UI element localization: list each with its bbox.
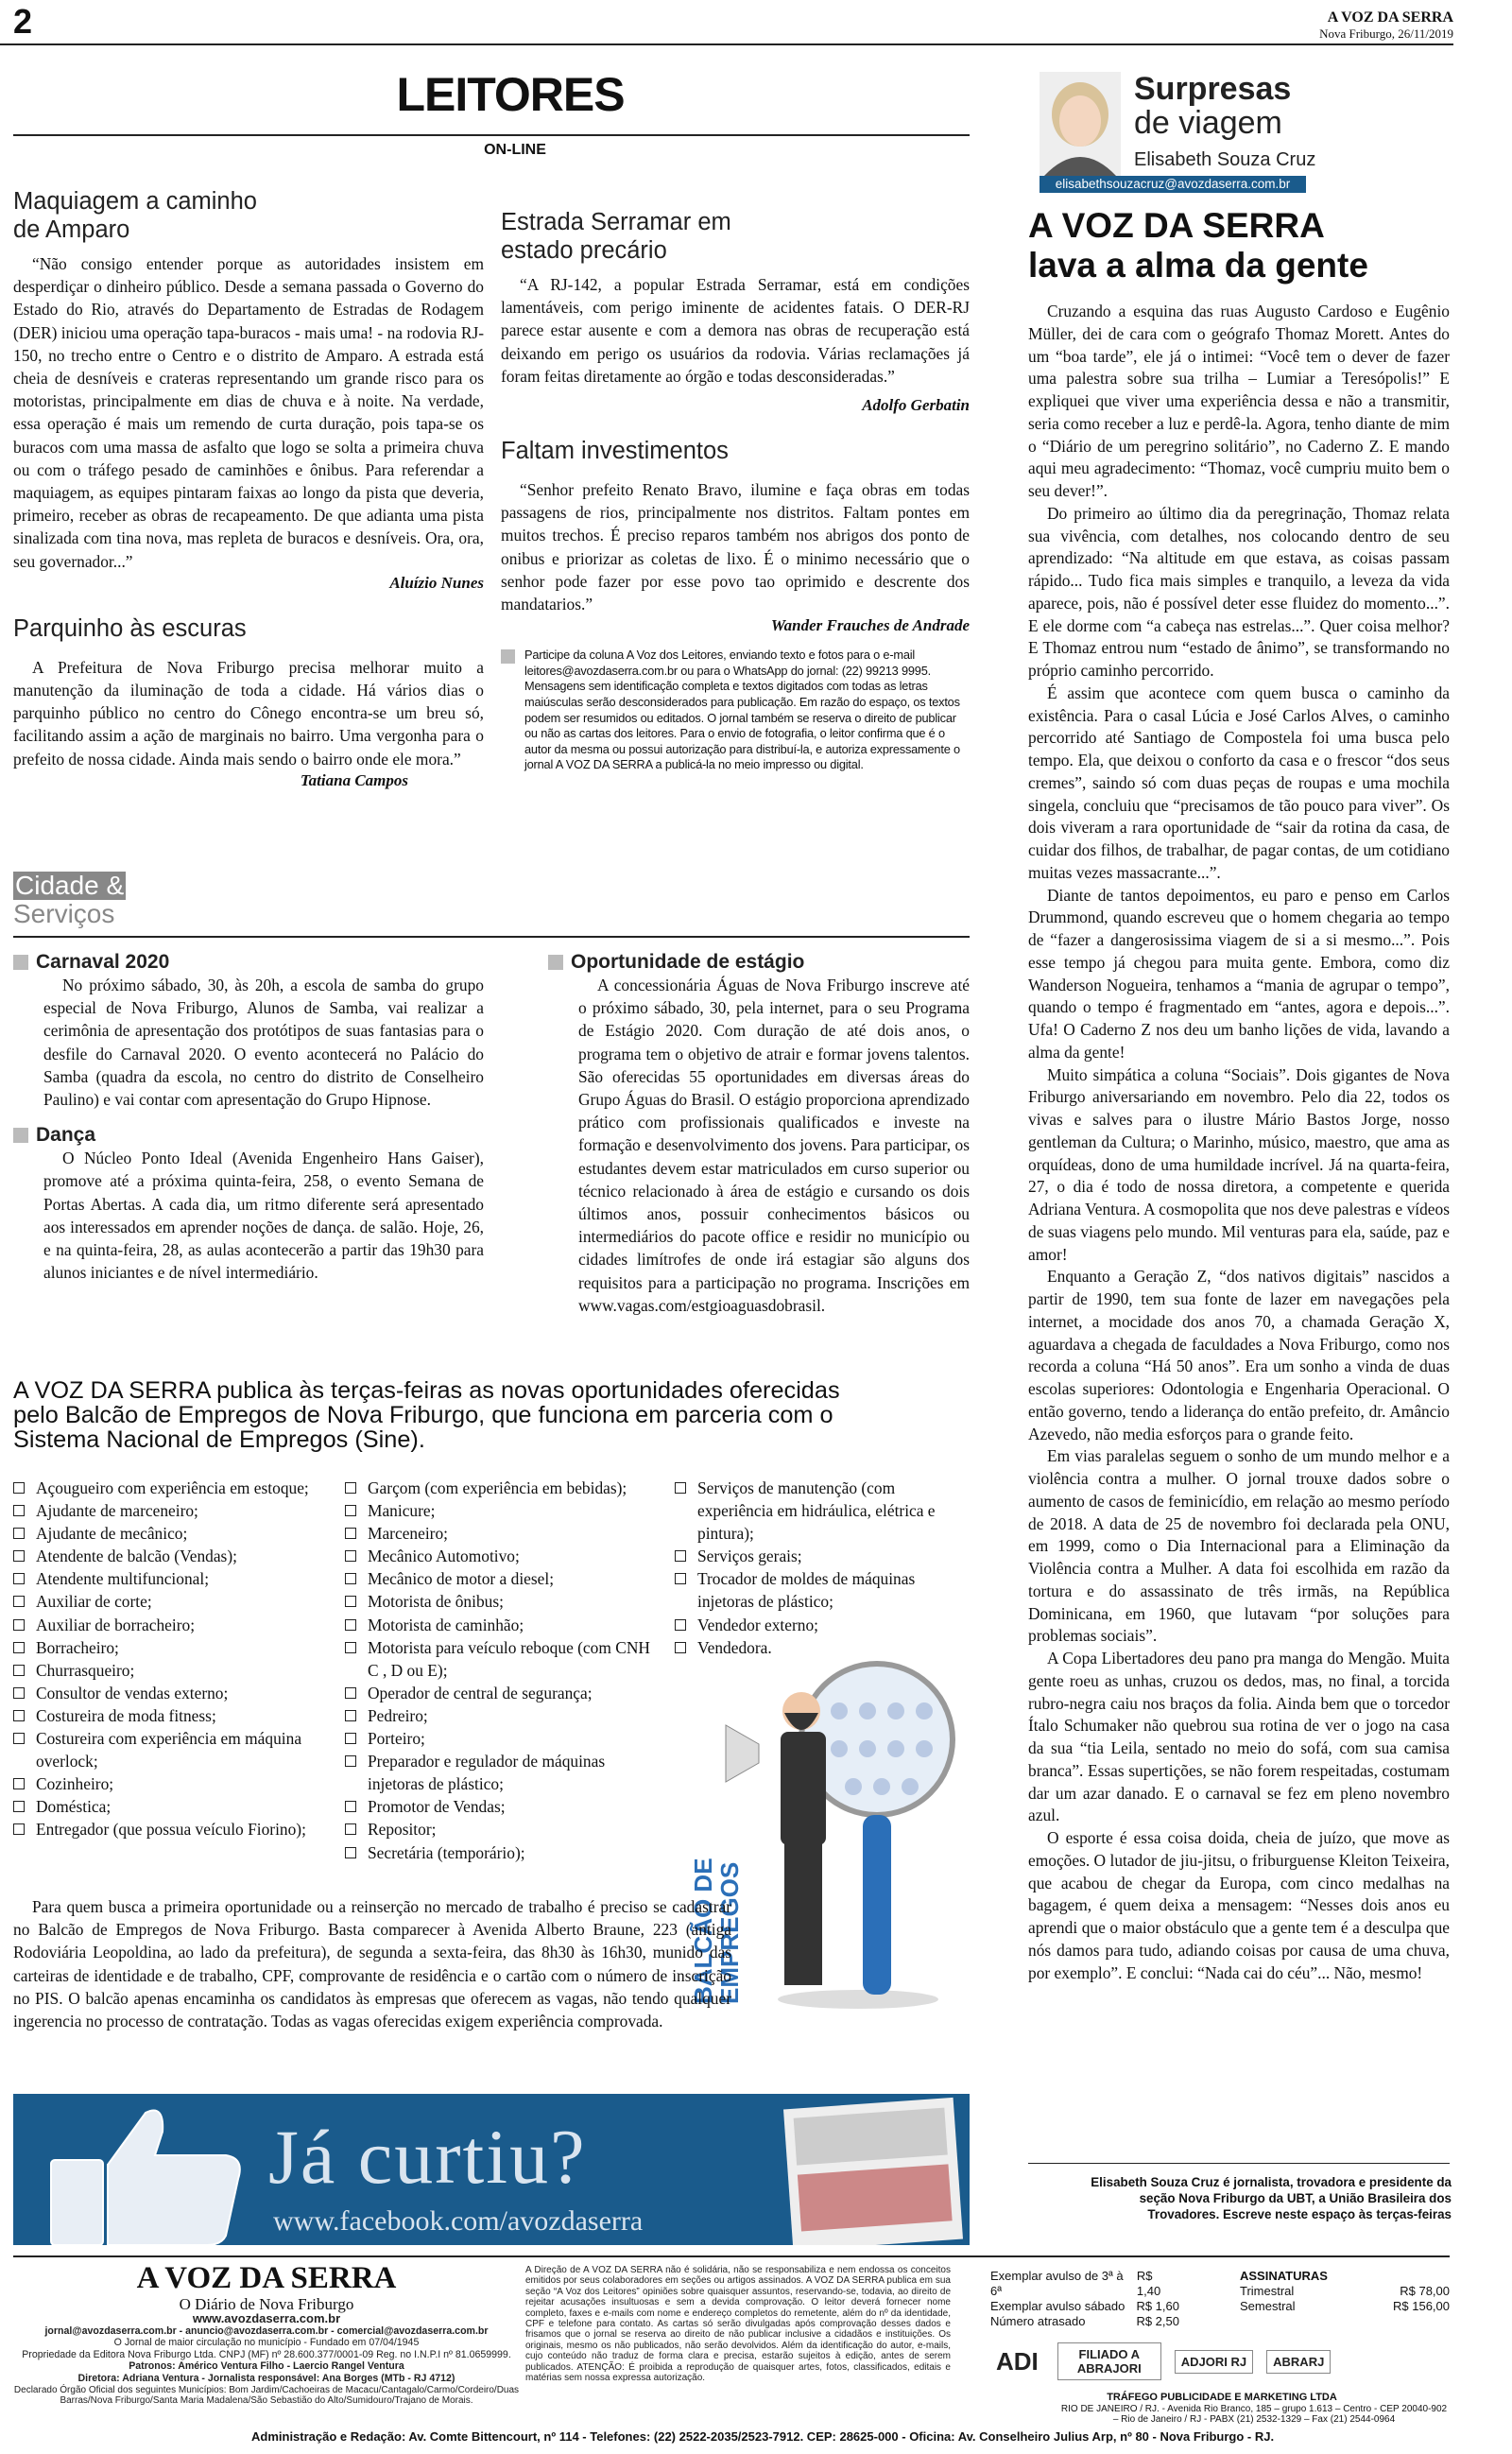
job-item: Garçom (com experiência em bebidas);: [345, 1477, 657, 1499]
letter-text: “Senhor prefeito Renato Bravo, ilumine e faça obras em todas passagens de rios, principalmente nos distritos. Faltam pontes em muitos trechos. É preciso reparos também nos abrigos dos ponto de onibus e priorizar as coletas de lixo. É o minimo necessário que o senhor pode fazer por esse povo tao oprimido e descrente dos mandatarios.”: [501, 480, 970, 614]
letter-text: A Prefeitura de Nova Friburgo precisa melhorar muito a manutenção da iluminação de toda a cidade. Há vários dias o parquinho público no centro do Cônego encontra-se um breu só, facilitando assim a ação de marginais no bairro. Uma vergonha para o prefeito de nossa cidade. Ainda mais sendo o bairro onde ele mora.”: [13, 657, 484, 769]
price-row: [990, 2314, 1179, 2329]
association-logo: ADI: [996, 2346, 1039, 2376]
job-item: Mecânico de motor a diesel;: [345, 1567, 657, 1590]
leitores-logo: LEITORES: [396, 68, 625, 121]
checkbox-icon: [345, 1528, 356, 1539]
job-item: Manicure;: [345, 1499, 657, 1522]
trafego-address: RIO DE JANEIRO / RJ. - Avenida Rio Branco, 185 – grupo 1.613 – Centro - CEP 20040-902 – Rio de Janeiro / RJ - PABX (21) 2532-1329 – Fax (21) 2544-0964: [1060, 2404, 1448, 2425]
job-item: Porteiro;: [345, 1727, 657, 1750]
checkbox-icon: [13, 1823, 25, 1835]
price-label: Exemplar avulso sábado: [990, 2299, 1125, 2313]
checkbox-icon: [345, 1596, 356, 1607]
header-paper-name: A VOZ DA SERRA: [1327, 9, 1453, 26]
job-item: Costureira com experiência em máquina overlock;: [13, 1727, 325, 1772]
job-item: Marceneiro;: [345, 1522, 657, 1545]
checkbox-icon: [345, 1550, 356, 1562]
checkbox-icon: [13, 1665, 25, 1676]
job-item: Costureira de moda fitness;: [13, 1704, 325, 1727]
author-photo: [1040, 72, 1121, 176]
checkbox-icon: [13, 1528, 25, 1539]
newspaper-photo: [783, 2098, 963, 2245]
column-title: [1134, 72, 1291, 140]
subscription-row: [1240, 2284, 1450, 2299]
column-paragraph: Em vias paralelas seguem o sonho de um mundo melhor e a violência contra a mulher. O jornal trouxe dados sobre o aumento de casos de feminicídio, em relação ao mesmo período de 2018. A data de 25 de novembro foi declarada pela ONU, em 1999, como o Dia Internacional para a Eliminação da Violência contra a Mulher. A data foi escolhida em razão da tortura e do assassinato de três irmãs, na República Dominicana, em 1960, que lutavam “por soluções para problemas sociais”.: [1028, 1446, 1450, 1646]
price-value: R$ 1,60: [1136, 2299, 1179, 2313]
price-label: Número atrasado: [990, 2314, 1086, 2328]
thumbs-up-icon: [51, 2111, 240, 2246]
expediente-disclaimer: A Direção de A VOZ DA SERRA não é solidária, não se responsabiliza e nem endossa os conceitos emitidos por seus colaboradores em seções ou artigos assinados. A VOZ DA SERRA publica em sua seção “A Voz dos Leitores” opiniões sobre quaisquer assuntos, reservando-se, todavia, ao direito de rejeitar acusações insultuosas e sem a devida comprovação. O leitor deverá fornecer nome completo, faxes e e-mails com nome e endereço completos do remetente, além do nº da identidade, CPF e telefone para contato. As cartas só serão divulgadas após comprovação desses dados e frisamos que o jornal se reserva ao direito de não publicar inclusive a cidadãos e instituições. Os originais, mesmo os não publicados, não serão devolvidos. Além da identificação do autor, e-mails, cujo conteúdo não traduz de forma clara e precisa, estarão sujeitos à edição, antes de serem publicados. ATENÇÃO: É proibida a reprodução de quaisquer artes, fotos, classificados, editais e matérias sem nossa expressa autorização.: [525, 2265, 951, 2384]
checkbox-icon: [13, 1482, 25, 1494]
assinaturas: [1240, 2269, 1450, 2314]
column-email[interactable]: elisabethsouzacruz@avozdaserra.com.br: [1040, 176, 1306, 193]
servicos-rule: [13, 936, 970, 938]
checkbox-icon: [675, 1550, 686, 1562]
job-item: Serviços gerais;: [675, 1545, 970, 1567]
job-item: Repositor;: [345, 1818, 657, 1840]
news-text: A concessionária Águas de Nova Friburgo inscreve até o próximo sábado, 30, pela internet, para o seu Programa de Estágio 2020. Com duração de até dois anos, o programa tem o objetivo de atrair e formar jovens talentos. São oferecidas 55 oportunidades em diversas áreas do Grupo Águas do Brasil. O estágio proporciona aprendizado prático com profissionais qualificados e investe na formação e desenvolvimento dos jovens. Para participar, os estudantes devem estar matriculados em curso superior ou técnico relacionado à área de estágio e cursando os dois últimos anos, possuir conhecimentos básicos ou intermediários do pacote office e residir no município ou cidades limítrofes de onde irá estagiar são alguns dos requisitos para a participação no programa. Inscrições em www.vagas.com/estgioaguasdobrasil.: [578, 976, 970, 1315]
column-paragraph: É assim que acontece com quem busca o caminho da existência. Para o casal Lúcia e José Carlos Alves, o caminho percorrido até Santiago de Compostela foi uma busca pelo tempo. Ela, que deixou o conforto da casa e o frescor “dos seus cremes”, saindo só com duas peças de roupas e uma mochila singela, concluiu que “precisamos de tão pouco para viver”. Os dois viveram a rara oportunidade de “sair da rotina da casa, de cuidar dos filhos, de trabalhar, de pagar contas, de um cotidiano muitas vezes massacrante...”.: [1028, 683, 1450, 882]
news-text: O Núcleo Ponto Ideal (Avenida Engenheiro Hans Gaiser), promove até a próxima quinta-feira, 258, o evento Semana de Portas Abertas. A cada dia, um ritmo diferente será apresentado aos interessados em aprender noções de dança. de salão. Hoje, 26, e na quinta-feira, 28, as aulas acontecerão a partir das 19h30 para alunos iniciantes e de nível intermediário.: [43, 1149, 484, 1283]
expediente-emails[interactable]: jornal@avozdaserra.com.br - anuncio@avozdaserra.com.br - comercial@avozdaserra.com.br: [44, 2324, 489, 2337]
checkbox-icon: [345, 1755, 356, 1767]
job-item: Auxiliar de corte;: [13, 1590, 325, 1613]
checkbox-icon: [13, 1550, 25, 1562]
expediente-line: Propriedade da Editora Nova Friburgo Ltda. CNPJ (MF) nº 28.600.377/0001-09 Reg. no I.N.P.I nº 81.0659999.: [22, 2348, 511, 2360]
checkbox-icon: [13, 1710, 25, 1721]
job-item: Motorista para veículo reboque (com CNH C , D ou E);: [345, 1636, 657, 1682]
job-item: Serviços de manutenção (com experiência em hidráulica, elétrica e pintura);: [675, 1477, 970, 1545]
carnaval-block: [13, 951, 484, 1284]
column-headline-2: lava a alma da gente: [1028, 246, 1368, 285]
letter-text: “A RJ-142, a popular Estrada Serramar, está em condições lamentáveis, com perigo iminente de acidentes fatais. O DER-RJ parece estar ausente e com a demora nas obras de recuperação está deixando em perigo os usuários da rodovia. Várias reclamações já foram feitas diretamente ao órgão e todas desconsideradas.”: [501, 275, 970, 386]
subscription-value: R$ 156,00: [1393, 2299, 1450, 2313]
job-item: Trocador de moldes de máquinas injetoras de plástico;: [675, 1567, 970, 1613]
servicos-label-2: Serviços: [13, 899, 115, 928]
empregos-headline: A VOZ DA SERRA publica às terças-feiras as novas oportunidades oferecidas pelo Balcão de Empregos de Nova Friburgo, que funciona em parceria com o Sistema Nacional de Empregos (Sine).: [13, 1377, 840, 1453]
job-item: Borracheiro;: [13, 1636, 325, 1659]
checkbox-icon: [13, 1573, 25, 1584]
subscription-label: Semestral: [1240, 2299, 1296, 2313]
job-item: Auxiliar de borracheiro;: [13, 1614, 325, 1636]
subscription-value: R$ 78,00: [1400, 2284, 1450, 2298]
expediente-line: O Jornal de maior circulação no município - Fundado em 07/04/1945: [113, 2337, 420, 2349]
job-item: Promotor de Vendas;: [345, 1795, 657, 1818]
checkbox-icon: [345, 1482, 356, 1494]
association-logo: FILIADO A ABRAJORI: [1057, 2342, 1161, 2380]
price-value: R$ 1,40: [1136, 2269, 1161, 2298]
price-row: [990, 2299, 1179, 2314]
letter-title: Parquinho às escuras: [13, 614, 247, 642]
jobs-col-1: [13, 1477, 325, 1841]
megaphone-icon: [726, 1725, 759, 1782]
expediente-line: Patronos: Américo Ventura Filho - Laercio Rangel Ventura: [129, 2360, 404, 2373]
letter-text: “Não consigo entender porque as autoridades insistem em desperdiçar o dinheiro público. Desde a semana passada o Governo do Estado do Rio, através do Departamento de Estradas de Rodagem (DER) iniciou uma operação tapa-buracos - mais uma! - na rodovia RJ-150, no trecho entre o Centro e o distrito de Amparo. A estrada está cheia de desníveis e crateras representando um grande risco para os motoristas, principalmente em dias de chuva e à noite. Na verdade, essa operação é mais um remendo de curta duração, pois tapa-se os buracos com uma massa de asfalto que logo se solta a primeira chuva ou com o tráfego pesado de caminhões e ônibus. Para referendar a maquiagem, as equipes pintaram faixas ao longo da pista que deveria, primeiro, receber as obras de recapeamento. De que adianta uma pista sinalizada com tina nova, mas repleta de buracos e desníveis. Ora, ora, seu governador...”: [13, 254, 484, 571]
person-body: [781, 1732, 826, 1845]
checkbox-icon: [13, 1778, 25, 1789]
checkbox-icon: [345, 1733, 356, 1744]
page-number: 2: [13, 2, 33, 41]
left-letters: [13, 187, 484, 791]
person-legs: [784, 1843, 822, 1985]
job-item: Pedreiro;: [345, 1704, 657, 1727]
letter-author: Tatiana Campos: [300, 770, 408, 789]
job-item: Ajudante de mecânico;: [13, 1522, 325, 1545]
illustration-shadow: [778, 1990, 938, 2009]
job-item: Cozinheiro;: [13, 1772, 325, 1795]
empregos-footer-text: Para quem busca a primeira oportunidade ou a reinserção no mercado de trabalho é preciso se cadastrar no Balcão de Empregos de Nova Friburgo. Basta comparecer à Avenida Alberto Braune, 223 (antiga Rodoviária Leopoldina, ao lado da prefeitura), de segunda a sexta-feira, das 8h30 às 16h30, munido das carteiras de identidade e de trabalho, CPF, comprovante de residência e o cartão com o número de inscrição no PIS. O balcão apenas encaminha os candidatos às empresas que oferecem as vagas, não tendo qualquer ingerencia no processo de contratação. Todas as vagas oferecidas exigem experiência comprovada.: [13, 1897, 731, 2031]
column-title-2: de viagem: [1134, 105, 1282, 141]
expediente-subtitle: O Diário de Nova Friburgo: [179, 2295, 354, 2313]
checkbox-icon: [345, 1642, 356, 1653]
letter-title: Faltam investimentos: [501, 438, 729, 465]
facebook-url[interactable]: www.facebook.com/avozdaserra: [273, 2205, 644, 2237]
job-item: Secretária (temporário);: [345, 1841, 657, 1864]
checkbox-icon: [13, 1505, 25, 1516]
price-row: [990, 2269, 1179, 2299]
facebook-text: Já curtiu?: [268, 2114, 587, 2200]
middle-letters: [501, 208, 970, 773]
job-item: Churrasqueiro;: [13, 1659, 325, 1682]
column-paragraph: Cruzando a esquina das ruas Augusto Cardoso e Eugênio Müller, dei de cara com o geógrafo Thomaz Morett. Antes do um “boa tarde”, ele já o intimei: “Você tem o dever de fazer uma palestra sobre sua trilha – Lumiar a Teresópolis!” E expliquei que viver uma experiência dessa e não a transmitir, seria como receber a luz e perdê-la. Agora, tenho diante de mim o “Diário de um peregrino solitário”, no Caderno Z. E mando aqui meu agradecimento: “Thomaz, você cumpriu muito bem o seu dever!”.: [1028, 302, 1450, 500]
balcao-label-1: BALCÃO DE: [689, 1858, 717, 2004]
job-item: Vendedor externo;: [675, 1614, 970, 1636]
assinaturas-title: ASSINATURAS: [1240, 2269, 1328, 2283]
subscription-label: Trimestral: [1240, 2284, 1295, 2298]
checkbox-icon: [13, 1733, 25, 1744]
job-item: Operador de central de segurança;: [345, 1682, 657, 1704]
checkbox-icon: [345, 1801, 356, 1812]
letter-author: Aluízio Nunes: [389, 573, 484, 592]
checkbox-icon: [13, 1596, 25, 1607]
letter-author: Adolfo Gerbatin: [862, 396, 970, 415]
news-title: Dança: [13, 1124, 484, 1147]
job-item: Motorista de caminhão;: [345, 1614, 657, 1636]
price-table: [990, 2269, 1179, 2329]
news-text: No próximo sábado, 30, às 20h, a escola de samba do grupo especial de Nova Friburgo, Alunos de Samba, vai realizar a cerimônia de apresentação dos protótipos de suas fantasias para o desfile do Carnaval 2020. O evento acontecerá no Palácio do Samba (quadra da escola, no centro do distrito de Conselheiro Paulino) e vai contar com apresentação do Grupo Hipnose.: [43, 976, 484, 1110]
checkbox-icon: [345, 1505, 356, 1516]
job-item: Atendente multifuncional;: [13, 1567, 325, 1590]
column-body: [1028, 301, 1450, 1984]
job-item: Açougueiro com experiência em estoque;: [13, 1477, 325, 1499]
column-headline-1: A VOZ DA SERRA: [1028, 206, 1325, 245]
checkbox-icon: [345, 1823, 356, 1835]
news-title: Oportunidade de estágio: [548, 951, 970, 974]
price-label: Exemplar avulso de 3ª à 6ª: [990, 2269, 1124, 2298]
column-headline: [1028, 206, 1368, 285]
leitores-rule: [13, 134, 970, 136]
footer-rule: [13, 2255, 1450, 2257]
column-author: Elisabeth Souza Cruz: [1134, 149, 1316, 170]
checkbox-icon: [13, 1642, 25, 1653]
checkbox-icon: [13, 1801, 25, 1812]
note-marker: [501, 649, 515, 664]
expediente-line: Declarado Órgão Oficial dos seguintes Municípios: Bom Jardim/Cachoeiras de Macacu/Cantagalo/Carmo/Cordeiro/Duas Barras/Nova Friburgo/Santa Maria Madalena/São Sebastião do Alto/Sumidouro/Trajano de Morais.: [13, 2384, 520, 2406]
price-value: R$ 2,50: [1136, 2314, 1179, 2328]
column-paragraph: Diante de tantos depoimentos, eu paro e penso em Carlos Drummond, quando escreveu que o homem chegaria ao tempo de “fazer a dangerosissima viagem de si a si mesmo...”. Pois esse tempo já chegou para muita gente. Embora, como diz Wanderson Nogueira, tenhamos a “mania de agrupar o tempo”, quando o tempo é fragmentado em “antes, agora e depois...”. Ufa! O Caderno Z nos deu um banho lições de vida, lavando a alma da gente!: [1028, 885, 1450, 1062]
empregos-footer: [13, 1895, 731, 2032]
letter-author: Wander Frauches de Andrade: [770, 616, 970, 635]
association-logo: ADJORI RJ: [1175, 2350, 1253, 2374]
checkbox-icon: [345, 1573, 356, 1584]
magnifier-handle: [863, 1815, 891, 1995]
job-item: Doméstica;: [13, 1795, 325, 1818]
column-paragraph: Enquanto a Geração Z, “dos nativos digitais” nascidos a partir de 1990, tem sua fonte de lazer em navegações pela internet, a mocidade dos anos 70, a chamada Geração X, aguardava a chegada de faculdades a Nova Friburgo, como nos recorda a coluna “Há 50 anos”. Era um sonho a vinda de duas escolas superiores: Odontologia e Engenharia Operacional. O então governo, tendo a liderança do então prefeito, dr. Amâncio Azevedo, não media esforços para o grande feito.: [1028, 1267, 1450, 1443]
association-logos: [990, 2333, 1453, 2390]
column-bio: Elisabeth Souza Cruz é jornalista, trovadora e presidente da seção Nova Friburgo da UBT, a União Brasileira dos Trovadores. Escreve neste espaço às terças-feiras: [1091, 2175, 1452, 2221]
job-item: Consultor de vendas externo;: [13, 1682, 325, 1704]
job-item: Ajudante de marceneiro;: [13, 1499, 325, 1522]
checkbox-icon: [675, 1573, 686, 1584]
servicos-label: [13, 872, 126, 928]
balcao-label-2: EMPREGOS: [715, 1861, 744, 2004]
checkbox-icon: [675, 1482, 686, 1494]
job-item: Vendedora.: [675, 1636, 970, 1659]
trafego: TRÁFEGO PUBLICIDADE E MARKETING LTDA: [1107, 2392, 1337, 2403]
association-logo: ABRARJ: [1266, 2350, 1331, 2374]
expediente: [13, 2261, 520, 2406]
job-item: Entregador (que possua veículo Fiorino);: [13, 1818, 325, 1840]
leitores-sub: ON-LINE: [463, 142, 567, 159]
column-paragraph: Do primeiro ao último dia da peregrinação, Thomaz relata sua vivência, com detalhes, nos colocando dentro de seu aprendizado: “Na altitude em que estava, as coisas passam rápido... Tudo fica mais simples e tranquilo, a leveza da vida aparece, pois, não é possível deter esse fluidez do momento...”. E ele dorme com “a cabeça nas estrelas...”. Quer coisa melhor? E Thomaz entrou num “estado de ânimo”, se transformando no próprio caminho percorrido.: [1028, 503, 1450, 680]
letter-title: Maquiagem a caminho de Amparo: [13, 188, 257, 243]
job-item: Atendente de balcão (Vendas);: [13, 1545, 325, 1567]
column-paragraph: Muito simpática a coluna “Sociais”. Dois gigantes de Nova Friburgo aniversariando em novembro. Pelo dia 22, todos os vivas e salves para o ilustre Mário Bastos Jorge, nosso gentleman da Cultura; o Marinho, músico, maestro, que ama as orquídeas, dono de uma humildade incrível. Já na quarta-feira, 27, o dia é todo de nossa diretora, a competente e querida Adriana Ventura. A cosmopolita que nos deve palestras e vídeos de suas viagens pelo mundo. Mil venturas para ela, saúde, paz e amor!: [1028, 1064, 1450, 1264]
checkbox-icon: [345, 1847, 356, 1858]
header-rule: [0, 43, 1453, 45]
jobs-col-2: [345, 1477, 657, 1864]
participation-note: Participe da coluna A Voz dos Leitores, enviando texto e fotos para o e-mail leitores@avozdaserra.com.br ou para o WhatsApp do jornal: (22) 99213 9995. Mensagens sem identificação completa e textos digitados com todas as letras maiúsculas serão desconsiderados para publicação. Em razão do espaço, os textos podem ser resumidos ou editados. O jornal também se reserva o direito de publicar ou não as cartas dos leitores. Para o envio de fotografia, o leitor confirma que é o autor da mesma ou possui autorização para distribuí-la, e autoriza expressamente o jornal A VOZ DA SERRA a publicá-la no meio impresso ou digital.: [524, 648, 960, 772]
facebook-banner[interactable]: [13, 2094, 970, 2245]
header-dateline: Nova Friburgo, 26/11/2019: [1319, 26, 1453, 41]
expediente-line: Diretora: Adriana Ventura - Jornalista responsável: Ana Borges (MTb - RJ 4712): [77, 2372, 455, 2384]
checkbox-icon: [13, 1619, 25, 1631]
expediente-title: A VOZ DA SERRA: [136, 2261, 397, 2295]
letter-title: Estrada Serramar em estado precário: [501, 209, 731, 264]
checkbox-icon: [345, 1687, 356, 1699]
estagio-block: [548, 951, 970, 1317]
bio-rule: [1028, 2163, 1450, 2164]
checkbox-icon: [345, 1619, 356, 1631]
servicos-label-1: Cidade &: [15, 871, 125, 900]
column-title-1: Surpresas: [1134, 71, 1292, 107]
job-item: Preparador e regulador de máquinas injetoras de plástico;: [345, 1750, 657, 1795]
column-paragraph: A Copa Libertadores deu pano pra manga do Mengão. Muita gente roeu as unhas, cruzou os dedos, mas, no final, a torcida rubro-negra caiu nos braços da folia. Ainda bem que o torcedor Ítalo Schumaker não quebrou sua rotina de ver o jogo na casa da sua “tia Leila, sentado no meio do sofá, com sua camisa branca”. Essas supertições, se não forem respeitadas, costumam dar um azar danado. E o carnaval se fez em pleno novembro azul.: [1028, 1649, 1450, 1825]
subscription-row: [1240, 2299, 1450, 2314]
news-title: Carnaval 2020: [13, 951, 484, 974]
job-item: Motorista de ônibus;: [345, 1590, 657, 1613]
checkbox-icon: [13, 1687, 25, 1699]
checkbox-icon: [345, 1710, 356, 1721]
column-paragraph: O esporte é essa coisa doida, cheia de juízo, que move as emoções. O lutador de jiu-jitsu, o friburguense Kleiton Teixeira, que acabou de chegar da Europa, com cinco medalhas na bagagem, é quem deixa a mensagem: “Nesses dois anos eu aprendi que o maior obstáculo que a gente tem é a desculpa que nós damos para tudo, adiando coisas por causa de uma chuva, por exemplo”. E conclui: “Nada cai do céu”... Não, mesmo!: [1028, 1828, 1450, 1982]
expediente-site[interactable]: www.avozdaserra.com.br: [192, 2311, 341, 2325]
job-item: Mecânico Automotivo;: [345, 1545, 657, 1567]
address-bar: Administração e Redação: Av. Comte Bittencourt, nº 114 - Telefones: (22) 2522-2035/2523-7912. CEP: 28625-000 - Oficina: Av. Conselheiro Julius Arp, nº 80 - Nova Friburgo - RJ.: [251, 2429, 1275, 2444]
